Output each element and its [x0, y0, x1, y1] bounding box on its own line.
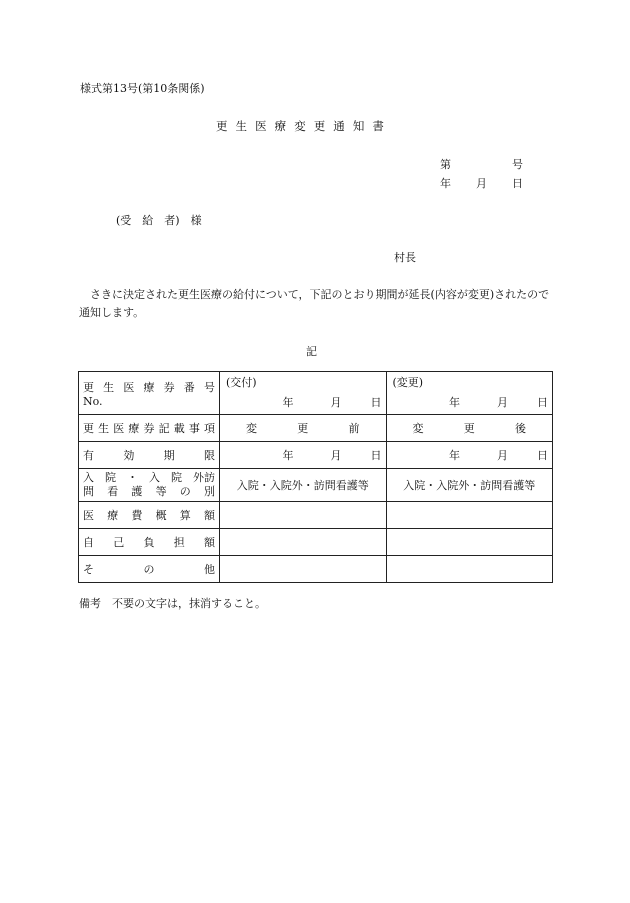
label-char: ・	[127, 471, 138, 484]
label-no: No.	[83, 394, 103, 408]
changed-cell	[386, 372, 553, 415]
recipient: (受 給 者) 様	[116, 214, 202, 227]
label-char: の	[143, 563, 155, 576]
changed-day: 日	[537, 396, 548, 409]
before-char: 更	[297, 422, 309, 435]
validity-before	[220, 442, 387, 469]
issue-date	[440, 175, 523, 191]
label-char: 問	[83, 485, 94, 498]
label-char: 項	[204, 422, 215, 435]
validity-year: 年	[282, 449, 294, 462]
copay-after	[386, 529, 553, 556]
label-char: 額	[203, 509, 215, 522]
date-month: 月	[476, 177, 487, 190]
label-char: 入	[83, 471, 94, 484]
table-row	[79, 372, 553, 415]
label-char: 医	[113, 422, 125, 435]
row-label-card-number	[79, 372, 220, 415]
before-char: 前	[348, 422, 360, 435]
label-char: 生	[103, 380, 115, 394]
changed-year: 年	[449, 396, 460, 409]
validity-month: 月	[497, 449, 508, 462]
label-char: 記	[158, 422, 170, 435]
label-char: 負	[143, 536, 155, 549]
other-before	[220, 556, 387, 583]
row-label-estimated-cost	[79, 502, 220, 529]
label-char: 限	[203, 449, 215, 462]
table-row	[79, 469, 553, 502]
label-char: 有	[83, 449, 94, 462]
issued-day: 日	[370, 396, 382, 409]
after-char: 変	[412, 422, 424, 435]
other-after	[386, 556, 553, 583]
label-char: 護	[131, 485, 143, 498]
validity-month: 月	[330, 449, 342, 462]
label-char: 他	[204, 563, 215, 576]
remarks-note: 備考 不要の文字は，抹消すること。	[79, 597, 266, 610]
issued-year: 年	[282, 396, 294, 409]
table-row	[79, 442, 553, 469]
row-label-other	[79, 556, 220, 583]
label-char: 療	[107, 509, 119, 522]
notice-body: さきに決定された更生医療の給付について，下記のとおり期間が延長(内容が変更)されたので通知します。	[79, 288, 550, 319]
label-char: 算	[179, 509, 191, 522]
number-suffix: 号	[512, 158, 523, 171]
label-char: 更	[83, 422, 94, 435]
validity-after	[386, 442, 553, 469]
label-char: 費	[131, 509, 143, 522]
label-char: 担	[173, 536, 185, 549]
row-label-copay	[79, 529, 220, 556]
after-char: 更	[463, 422, 475, 435]
label-char: 自	[83, 536, 94, 549]
label-char: そ	[83, 563, 94, 576]
label-char: 別	[203, 485, 215, 498]
care-type-before: 入院・入院外・訪問看護等	[220, 469, 387, 502]
table-row	[79, 556, 553, 583]
issued-month: 月	[330, 396, 342, 409]
care-type-after: 入院・入院外・訪問看護等	[386, 469, 553, 502]
before-cell	[220, 415, 387, 442]
row-label-validity	[79, 442, 220, 469]
label-char: 療	[143, 380, 155, 394]
label-char: 入	[149, 471, 160, 484]
label-char: 更	[83, 380, 94, 394]
label-char: 番	[183, 380, 195, 394]
label-char: 載	[173, 422, 185, 435]
number-prefix: 第	[440, 158, 451, 171]
label-char: 額	[204, 536, 215, 549]
copay-before	[220, 529, 387, 556]
validity-year: 年	[449, 449, 460, 462]
label-char: 期	[163, 449, 175, 462]
before-char: 変	[246, 422, 257, 435]
validity-day: 日	[370, 449, 382, 462]
row-label-care-type	[79, 469, 220, 502]
label-char: 券	[163, 380, 175, 394]
label-char: 己	[113, 536, 125, 549]
change-details-table	[78, 371, 553, 583]
label-char: 効	[123, 449, 135, 462]
label-char: 等	[155, 485, 167, 498]
table-row	[79, 502, 553, 529]
row-label-card-entries	[79, 415, 220, 442]
label-char: 医	[123, 380, 135, 394]
form-number: 様式第13号(第10条関係)	[80, 82, 205, 95]
label-char: 概	[155, 509, 167, 522]
after-char: 後	[515, 422, 526, 435]
label-char: 券	[143, 422, 155, 435]
cost-after	[386, 502, 553, 529]
label-char: 院	[105, 471, 116, 484]
validity-day: 日	[537, 449, 548, 462]
label-char: 生	[98, 422, 110, 435]
label-char: 事	[188, 422, 200, 435]
label-char: 号	[203, 380, 215, 394]
date-day: 日	[512, 177, 523, 190]
changed-label: (変更)	[392, 376, 424, 389]
table-row	[79, 529, 553, 556]
after-cell	[386, 415, 553, 442]
label-char: 外訪	[193, 471, 215, 484]
issued-cell	[220, 372, 387, 415]
label-char: 療	[128, 422, 140, 435]
table-row	[79, 415, 553, 442]
date-year: 年	[440, 177, 451, 190]
cost-before	[220, 502, 387, 529]
label-char: 医	[83, 509, 94, 522]
document-title: 更生医療変更通知書	[216, 119, 392, 133]
label-char: の	[179, 485, 191, 498]
ki-heading: 記	[306, 345, 317, 358]
label-char: 看	[107, 485, 119, 498]
issued-label: (交付)	[226, 376, 257, 389]
issuer: 村長	[394, 251, 416, 264]
changed-month: 月	[497, 396, 508, 409]
label-char: 院	[171, 471, 182, 484]
